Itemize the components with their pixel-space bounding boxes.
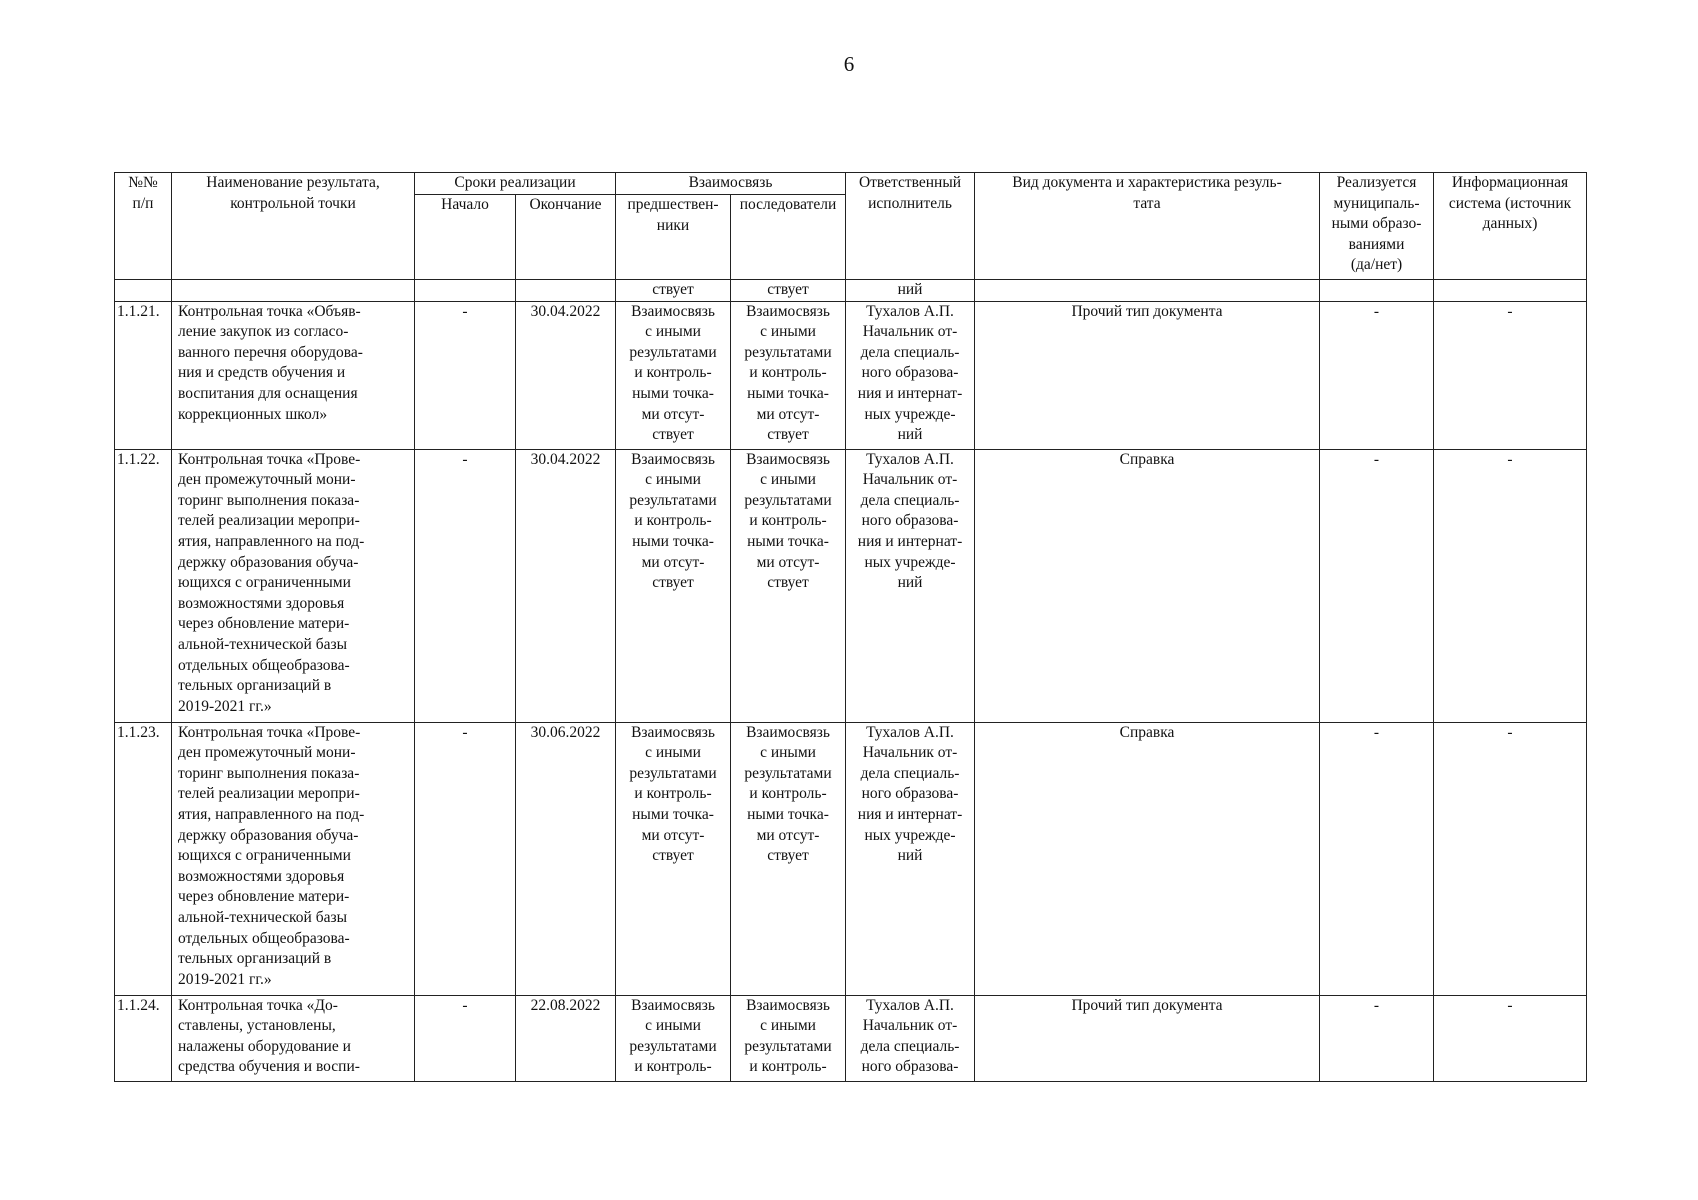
text-line: ствует — [652, 847, 694, 865]
continuation-row — [115, 280, 1587, 302]
text-line: с иными — [760, 1017, 816, 1035]
text-line: Взаимосвязь — [746, 302, 830, 320]
header-info-system — [1434, 173, 1587, 280]
text-line: ного образова- — [861, 512, 959, 530]
cont-responsible: ний — [846, 280, 975, 302]
text-line: результатами — [629, 491, 717, 509]
text-line: Вид документа и характеристика резуль- — [1012, 174, 1282, 191]
text-line: ми отсут- — [756, 826, 820, 844]
text-line: ствует — [767, 426, 809, 444]
text-line: тельных организаций в — [178, 950, 332, 968]
header-row-1 — [115, 173, 1587, 195]
text-line: с иными — [645, 323, 701, 341]
text-line: альной-технической базы — [178, 635, 348, 653]
text-line: ден промежуточный мони- — [178, 744, 356, 762]
cell-doc-type: Справка — [975, 722, 1320, 995]
text-line: Тухалов А.П. — [866, 723, 954, 741]
text-line: ний — [897, 574, 923, 592]
text-line: ваниями — [1348, 235, 1405, 253]
text-line: результатами — [744, 764, 832, 782]
text-line: Наименование результата, — [206, 174, 380, 191]
text-line: ными образо- — [1331, 215, 1422, 233]
text-line: исполнитель — [868, 194, 952, 212]
cell-successors — [731, 449, 846, 722]
text-line: ствует — [767, 574, 809, 592]
text-line: (да/нет) — [1350, 256, 1403, 274]
text-line: через обновление матери- — [178, 615, 350, 633]
header-relation: Взаимосвязь — [616, 173, 846, 195]
text-line: Взаимосвязь — [631, 723, 715, 741]
text-line: Взаимосвязь — [746, 723, 830, 741]
text-line: ден промежуточный мони- — [178, 471, 356, 489]
cont-start — [415, 280, 516, 302]
text-line: коррекционных школ» — [178, 405, 328, 423]
text-line: и контроль- — [634, 512, 712, 530]
text-line: ятия, направленного на под- — [178, 805, 365, 823]
page-number: 6 — [843, 52, 855, 76]
text-line: и контроль- — [749, 364, 827, 382]
table-row — [115, 995, 1587, 1081]
cell-end: 30.04.2022 — [516, 449, 616, 722]
text-line: ний — [897, 426, 923, 444]
text-line: ного образова- — [861, 1058, 959, 1076]
text-line: телей реализации меропри- — [178, 785, 360, 803]
text-line: торинг выполнения показа- — [178, 491, 360, 509]
cell-start: - — [415, 995, 516, 1081]
cell-start: - — [415, 722, 516, 995]
text-line: ных учрежде- — [864, 826, 956, 844]
control-points-table — [114, 172, 1587, 1082]
cont-doc-type — [975, 280, 1320, 302]
cell-end: 30.04.2022 — [516, 301, 616, 449]
header-doc-type — [975, 173, 1320, 280]
cont-info-system — [1434, 280, 1587, 302]
header-num — [115, 173, 172, 280]
cell-doc-type: Прочий тип документа — [975, 995, 1320, 1081]
cell-num: 1.1.21. — [115, 301, 172, 449]
text-line: ники — [656, 216, 690, 234]
text-line: ных учрежде- — [864, 405, 956, 423]
text-line: налажены оборудование и — [178, 1037, 351, 1055]
text-line: Взаимосвязь — [631, 450, 715, 468]
text-line: держку образования обуча- — [178, 826, 359, 844]
cell-num: 1.1.23. — [115, 722, 172, 995]
text-line: альной-технической базы — [178, 908, 348, 926]
text-line: ния и средств обучения и — [178, 364, 346, 382]
header-successors — [731, 195, 846, 280]
text-line: ния и интернат- — [857, 532, 963, 550]
header-timing: Сроки реализации — [415, 173, 616, 195]
text-line: ющихся с ограниченными — [178, 574, 351, 592]
text-line: результатами — [744, 491, 832, 509]
text-line: Начальник от- — [862, 471, 958, 489]
text-line: контрольной точки — [230, 194, 356, 212]
cont-municipal — [1320, 280, 1434, 302]
text-line: Ответственный — [858, 174, 962, 191]
cell-municipal: - — [1320, 722, 1434, 995]
cell-start: - — [415, 301, 516, 449]
text-line: ставлены, установлены, — [178, 1017, 336, 1035]
text-line: с иными — [645, 744, 701, 762]
text-line: Контрольная точка «Прове- — [178, 450, 361, 468]
text-line: Начальник от- — [862, 323, 958, 341]
text-line: ми отсут- — [756, 553, 820, 571]
text-line: ствует — [652, 426, 694, 444]
text-line: ного образова- — [861, 785, 959, 803]
text-line: через обновление матери- — [178, 888, 350, 906]
text-line: Тухалов А.П. — [866, 996, 954, 1014]
text-line: ного образова- — [861, 364, 959, 382]
text-line: Взаимосвязь — [746, 996, 830, 1014]
text-line: возможностями здоровья — [178, 867, 345, 885]
text-line: дела специаль- — [860, 491, 960, 509]
cont-num — [115, 280, 172, 302]
text-line: 2019-2021 гг.» — [178, 970, 272, 988]
text-line: Контрольная точка «До- — [178, 996, 338, 1014]
header-end: Окончание — [516, 195, 616, 280]
cell-end: 30.06.2022 — [516, 722, 616, 995]
text-line: ния и интернат- — [857, 805, 963, 823]
cell-responsible — [846, 995, 975, 1081]
text-line: дела специаль- — [860, 343, 960, 361]
text-line: ний — [897, 847, 923, 865]
text-line: муниципаль- — [1333, 194, 1420, 212]
text-line: ными точка- — [747, 532, 829, 550]
text-line: Взаимосвязь — [631, 302, 715, 320]
text-line: Контрольная точка «Прове- — [178, 723, 361, 741]
text-line: ных учрежде- — [864, 553, 956, 571]
text-line: результатами — [744, 343, 832, 361]
cell-name — [172, 301, 415, 449]
cont-predecessors: ствует — [616, 280, 731, 302]
cell-successors — [731, 722, 846, 995]
table-row — [115, 722, 1587, 995]
text-line: ванного перечня оборудова- — [178, 343, 363, 361]
cell-end: 22.08.2022 — [516, 995, 616, 1081]
text-line: ными точка- — [632, 532, 714, 550]
text-line: телей реализации меропри- — [178, 512, 360, 530]
text-line: результатами — [629, 343, 717, 361]
text-line: ния и интернат- — [857, 384, 963, 402]
text-line: воспитания для оснащения — [178, 384, 358, 402]
cell-municipal: - — [1320, 449, 1434, 722]
text-line: торинг выполнения показа- — [178, 764, 360, 782]
text-line: ми отсут- — [641, 553, 705, 571]
text-line: с иными — [645, 471, 701, 489]
text-line: ствует — [767, 847, 809, 865]
header-predecessors — [616, 195, 731, 280]
text-line: ными точка- — [632, 384, 714, 402]
cell-municipal: - — [1320, 995, 1434, 1081]
cell-doc-type: Справка — [975, 449, 1320, 722]
cell-info-system: - — [1434, 301, 1587, 449]
cell-predecessors — [616, 995, 731, 1081]
text-line: возможностями здоровья — [178, 594, 345, 612]
cell-responsible — [846, 449, 975, 722]
text-line: ющихся с ограниченными — [178, 847, 351, 865]
text-line: тата — [1133, 194, 1161, 212]
header-municipal — [1320, 173, 1434, 280]
header-name — [172, 173, 415, 280]
text-line: отдельных общеобразова- — [178, 929, 350, 947]
cont-name — [172, 280, 415, 302]
cell-successors — [731, 301, 846, 449]
text-line: Взаимосвязь — [746, 450, 830, 468]
text-line: предшествен- — [627, 196, 719, 213]
text-line: держку образования обуча- — [178, 553, 359, 571]
text-line: ми отсут- — [641, 405, 705, 423]
text-line: с иными — [760, 744, 816, 762]
text-line: ными точка- — [632, 805, 714, 823]
text-line: ствует — [652, 574, 694, 592]
text-line: Взаимосвязь — [631, 996, 715, 1014]
cell-doc-type: Прочий тип документа — [975, 301, 1320, 449]
cell-predecessors — [616, 301, 731, 449]
cell-info-system: - — [1434, 995, 1587, 1081]
text-line: Тухалов А.П. — [866, 450, 954, 468]
cell-predecessors — [616, 449, 731, 722]
cont-successors: ствует — [731, 280, 846, 302]
text-line: с иными — [645, 1017, 701, 1035]
text-line: Реализуется — [1336, 174, 1417, 191]
cell-start: - — [415, 449, 516, 722]
text-line: с иными — [760, 323, 816, 341]
text-line: дела специаль- — [860, 1037, 960, 1055]
cell-successors — [731, 995, 846, 1081]
text-line: данных) — [1482, 215, 1538, 233]
cell-responsible — [846, 722, 975, 995]
text-line: с иными — [760, 471, 816, 489]
text-line: п/п — [132, 194, 154, 212]
text-line: Тухалов А.П. — [866, 302, 954, 320]
text-line: результатами — [744, 1037, 832, 1055]
header-start: Начало — [415, 195, 516, 280]
cell-name — [172, 995, 415, 1081]
text-line: №№ — [128, 174, 158, 191]
cell-responsible — [846, 301, 975, 449]
text-line: и контроль- — [749, 1058, 827, 1076]
cell-name — [172, 449, 415, 722]
text-line: Контрольная точка «Объяв- — [178, 302, 361, 320]
cell-info-system: - — [1434, 449, 1587, 722]
text-line: и контроль- — [634, 364, 712, 382]
cell-municipal: - — [1320, 301, 1434, 449]
cell-info-system: - — [1434, 722, 1587, 995]
text-line: 2019-2021 гг.» — [178, 697, 272, 715]
text-line: и контроль- — [634, 785, 712, 803]
text-line: система (источник — [1448, 194, 1572, 212]
text-line: ными точка- — [747, 805, 829, 823]
text-line: средства обучения и воспи- — [178, 1058, 360, 1076]
text-line: Начальник от- — [862, 1017, 958, 1035]
text-line: результатами — [629, 764, 717, 782]
text-line: дела специаль- — [860, 764, 960, 782]
text-line: Информационная — [1451, 174, 1569, 191]
text-line: ми отсут- — [756, 405, 820, 423]
table-row — [115, 301, 1587, 449]
cell-num: 1.1.24. — [115, 995, 172, 1081]
text-line: ми отсут- — [641, 826, 705, 844]
text-line: ными точка- — [747, 384, 829, 402]
text-line: ление закупок из согласо- — [178, 323, 349, 341]
text-line: и контроль- — [749, 512, 827, 530]
cell-predecessors — [616, 722, 731, 995]
text-line: отдельных общеобразова- — [178, 656, 350, 674]
text-line: и контроль- — [749, 785, 827, 803]
text-line: ятия, направленного на под- — [178, 532, 365, 550]
text-line: Начальник от- — [862, 744, 958, 762]
cell-num: 1.1.22. — [115, 449, 172, 722]
header-responsible — [846, 173, 975, 280]
text-line: последователи — [739, 196, 837, 213]
text-line: и контроль- — [634, 1058, 712, 1076]
table-row — [115, 449, 1587, 722]
text-line: тельных организаций в — [178, 677, 332, 695]
cont-end — [516, 280, 616, 302]
text-line: результатами — [629, 1037, 717, 1055]
cell-name — [172, 722, 415, 995]
